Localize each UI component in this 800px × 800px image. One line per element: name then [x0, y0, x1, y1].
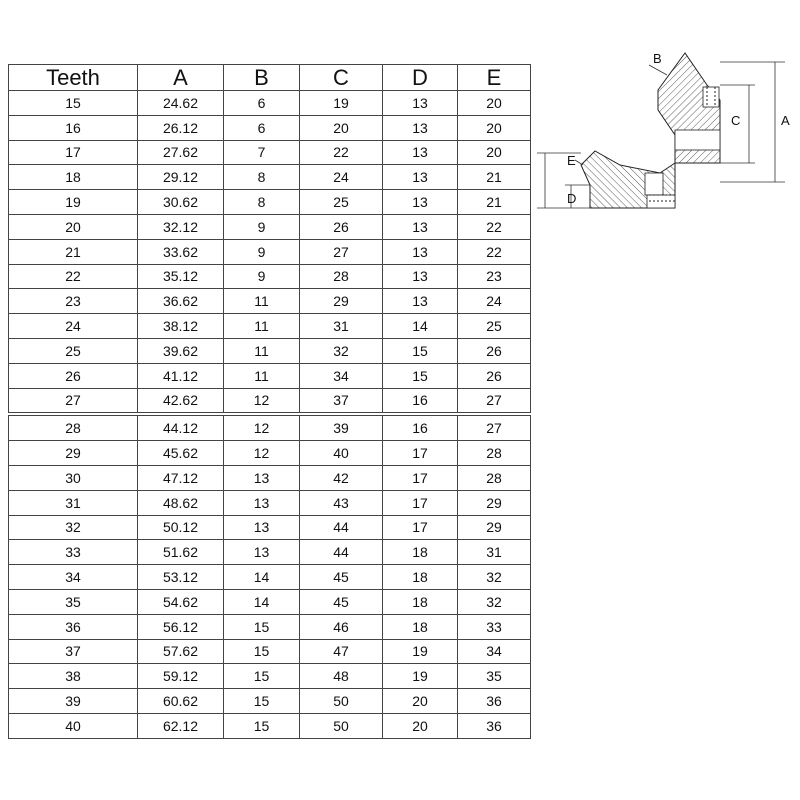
cell-teeth: 38: [9, 664, 138, 689]
cell-e: 29: [458, 515, 531, 540]
cell-teeth: 24: [9, 314, 138, 339]
cell-c: 37: [300, 388, 383, 414]
cell-b: 13: [224, 540, 300, 565]
cell-e: 20: [458, 91, 531, 116]
table-row: [9, 264, 531, 289]
cell-e: 31: [458, 540, 531, 565]
cell-d: 13: [383, 214, 458, 239]
cell-b: 13: [224, 465, 300, 490]
cell-e: 20: [458, 115, 531, 140]
cell-teeth: 23: [9, 289, 138, 314]
cell-c: 47: [300, 639, 383, 664]
cell-d: 13: [383, 289, 458, 314]
table-row: [9, 414, 531, 440]
table-row: [9, 338, 531, 363]
cell-d: 16: [383, 388, 458, 414]
cell-teeth: 27: [9, 388, 138, 414]
cell-a: 24.62: [138, 91, 224, 116]
cell-d: 17: [383, 515, 458, 540]
cell-c: 32: [300, 338, 383, 363]
cell-d: 20: [383, 689, 458, 714]
table-row: [9, 91, 531, 116]
cell-a: 53.12: [138, 565, 224, 590]
cell-a: 32.12: [138, 214, 224, 239]
cell-teeth: 39: [9, 689, 138, 714]
cell-e: 21: [458, 190, 531, 215]
cell-d: 18: [383, 565, 458, 590]
table-row: [9, 214, 531, 239]
table-row: [9, 388, 531, 414]
cell-teeth: 20: [9, 214, 138, 239]
cell-e: 36: [458, 689, 531, 714]
cell-c: 42: [300, 465, 383, 490]
cell-e: 32: [458, 565, 531, 590]
cell-e: 22: [458, 214, 531, 239]
cell-a: 26.12: [138, 115, 224, 140]
header-c: C: [300, 65, 383, 91]
table-row: [9, 515, 531, 540]
table-row: [9, 639, 531, 664]
table-row: [9, 689, 531, 714]
cell-e: 28: [458, 465, 531, 490]
cell-teeth: 26: [9, 363, 138, 388]
cell-c: 48: [300, 664, 383, 689]
cell-b: 11: [224, 363, 300, 388]
cell-b: 13: [224, 490, 300, 515]
gear-spec-table: [8, 64, 531, 739]
cell-e: 20: [458, 140, 531, 165]
header-teeth: Teeth: [9, 65, 138, 91]
header-e: E: [458, 65, 531, 91]
cell-teeth: 17: [9, 140, 138, 165]
cell-teeth: 35: [9, 589, 138, 614]
cell-c: 24: [300, 165, 383, 190]
table-body: [9, 91, 531, 739]
cell-b: 6: [224, 115, 300, 140]
cell-c: 40: [300, 441, 383, 466]
header-a: A: [138, 65, 224, 91]
table-row: [9, 565, 531, 590]
cell-b: 8: [224, 190, 300, 215]
cell-teeth: 31: [9, 490, 138, 515]
cell-teeth: 37: [9, 639, 138, 664]
cell-teeth: 30: [9, 465, 138, 490]
table-row: [9, 614, 531, 639]
cell-b: 7: [224, 140, 300, 165]
cell-a: 39.62: [138, 338, 224, 363]
cell-c: 27: [300, 239, 383, 264]
cell-c: 44: [300, 540, 383, 565]
cell-d: 20: [383, 713, 458, 738]
table-row: [9, 289, 531, 314]
cell-teeth: 40: [9, 713, 138, 738]
table-row: [9, 540, 531, 565]
cell-c: 25: [300, 190, 383, 215]
table-row: [9, 314, 531, 339]
cell-d: 13: [383, 264, 458, 289]
cell-b: 15: [224, 639, 300, 664]
table-header-row: [9, 65, 531, 91]
cell-b: 15: [224, 664, 300, 689]
cell-a: 33.62: [138, 239, 224, 264]
cell-teeth: 19: [9, 190, 138, 215]
cell-b: 14: [224, 589, 300, 614]
cell-e: 34: [458, 639, 531, 664]
cell-a: 59.12: [138, 664, 224, 689]
cell-b: 11: [224, 338, 300, 363]
bevel-gear-diagram: [535, 45, 800, 225]
cell-c: 46: [300, 614, 383, 639]
cell-d: 13: [383, 165, 458, 190]
cell-d: 18: [383, 614, 458, 639]
cell-d: 19: [383, 639, 458, 664]
cell-d: 17: [383, 441, 458, 466]
dim-label-e: E: [567, 153, 576, 168]
cell-c: 45: [300, 589, 383, 614]
cell-d: 18: [383, 589, 458, 614]
table-row: [9, 115, 531, 140]
cell-e: 28: [458, 441, 531, 466]
cell-c: 31: [300, 314, 383, 339]
cell-b: 11: [224, 314, 300, 339]
cell-b: 6: [224, 91, 300, 116]
cell-teeth: 32: [9, 515, 138, 540]
dim-label-c: C: [731, 113, 741, 128]
cell-c: 44: [300, 515, 383, 540]
cell-teeth: 22: [9, 264, 138, 289]
cell-b: 9: [224, 214, 300, 239]
cell-a: 51.62: [138, 540, 224, 565]
cell-b: 12: [224, 414, 300, 440]
cell-b: 12: [224, 441, 300, 466]
cell-d: 13: [383, 140, 458, 165]
table-row: [9, 664, 531, 689]
cell-d: 16: [383, 414, 458, 440]
cell-e: 26: [458, 338, 531, 363]
cell-e: 25: [458, 314, 531, 339]
cell-e: 36: [458, 713, 531, 738]
cell-a: 57.62: [138, 639, 224, 664]
cell-c: 29: [300, 289, 383, 314]
cell-e: 32: [458, 589, 531, 614]
cell-d: 14: [383, 314, 458, 339]
cell-a: 42.62: [138, 388, 224, 414]
cell-a: 44.12: [138, 414, 224, 440]
upper-gear-section: [658, 53, 720, 163]
table-row: [9, 239, 531, 264]
cell-e: 33: [458, 614, 531, 639]
cell-teeth: 21: [9, 239, 138, 264]
cell-b: 8: [224, 165, 300, 190]
dim-label-d: D: [567, 191, 577, 206]
cell-teeth: 33: [9, 540, 138, 565]
cell-e: 35: [458, 664, 531, 689]
cell-b: 12: [224, 388, 300, 414]
cell-c: 43: [300, 490, 383, 515]
cell-a: 35.12: [138, 264, 224, 289]
cell-e: 27: [458, 414, 531, 440]
cell-c: 26: [300, 214, 383, 239]
cell-a: 36.62: [138, 289, 224, 314]
cell-b: 11: [224, 289, 300, 314]
cell-b: 15: [224, 713, 300, 738]
table-row: [9, 165, 531, 190]
cell-d: 18: [383, 540, 458, 565]
cell-d: 15: [383, 338, 458, 363]
cell-c: 34: [300, 363, 383, 388]
table-row: [9, 140, 531, 165]
cell-a: 50.12: [138, 515, 224, 540]
cell-a: 38.12: [138, 314, 224, 339]
cell-c: 22: [300, 140, 383, 165]
cell-teeth: 28: [9, 414, 138, 440]
table-row: [9, 589, 531, 614]
cell-e: 26: [458, 363, 531, 388]
dim-label-b: B: [653, 51, 662, 66]
table-row: [9, 713, 531, 738]
cell-teeth: 36: [9, 614, 138, 639]
cell-b: 9: [224, 239, 300, 264]
cell-teeth: 34: [9, 565, 138, 590]
cell-e: 29: [458, 490, 531, 515]
cell-a: 48.62: [138, 490, 224, 515]
cell-a: 56.12: [138, 614, 224, 639]
cell-d: 19: [383, 664, 458, 689]
table-row: [9, 363, 531, 388]
cell-d: 13: [383, 91, 458, 116]
cell-b: 13: [224, 515, 300, 540]
table-row: [9, 441, 531, 466]
cell-teeth: 16: [9, 115, 138, 140]
lower-gear-section: [581, 151, 675, 208]
cell-b: 9: [224, 264, 300, 289]
table-row: [9, 465, 531, 490]
cell-a: 41.12: [138, 363, 224, 388]
cell-a: 27.62: [138, 140, 224, 165]
cell-d: 15: [383, 363, 458, 388]
cell-a: 54.62: [138, 589, 224, 614]
cell-c: 28: [300, 264, 383, 289]
cell-d: 17: [383, 490, 458, 515]
cell-a: 29.12: [138, 165, 224, 190]
cell-teeth: 15: [9, 91, 138, 116]
cell-c: 19: [300, 91, 383, 116]
cell-a: 62.12: [138, 713, 224, 738]
cell-d: 13: [383, 239, 458, 264]
cell-e: 21: [458, 165, 531, 190]
header-d: D: [383, 65, 458, 91]
cell-b: 14: [224, 565, 300, 590]
dim-label-a: A: [781, 113, 790, 128]
table-row: [9, 190, 531, 215]
cell-b: 15: [224, 689, 300, 714]
cell-teeth: 25: [9, 338, 138, 363]
cell-c: 50: [300, 689, 383, 714]
cell-d: 13: [383, 190, 458, 215]
cell-c: 20: [300, 115, 383, 140]
cell-e: 24: [458, 289, 531, 314]
cell-a: 47.12: [138, 465, 224, 490]
cell-c: 50: [300, 713, 383, 738]
cell-c: 45: [300, 565, 383, 590]
cell-a: 60.62: [138, 689, 224, 714]
cell-c: 39: [300, 414, 383, 440]
cell-a: 30.62: [138, 190, 224, 215]
cell-d: 17: [383, 465, 458, 490]
cell-e: 27: [458, 388, 531, 414]
cell-e: 23: [458, 264, 531, 289]
table-row: [9, 490, 531, 515]
cell-e: 22: [458, 239, 531, 264]
cell-d: 13: [383, 115, 458, 140]
cell-teeth: 18: [9, 165, 138, 190]
header-b: B: [224, 65, 300, 91]
cell-b: 15: [224, 614, 300, 639]
cell-a: 45.62: [138, 441, 224, 466]
cell-teeth: 29: [9, 441, 138, 466]
